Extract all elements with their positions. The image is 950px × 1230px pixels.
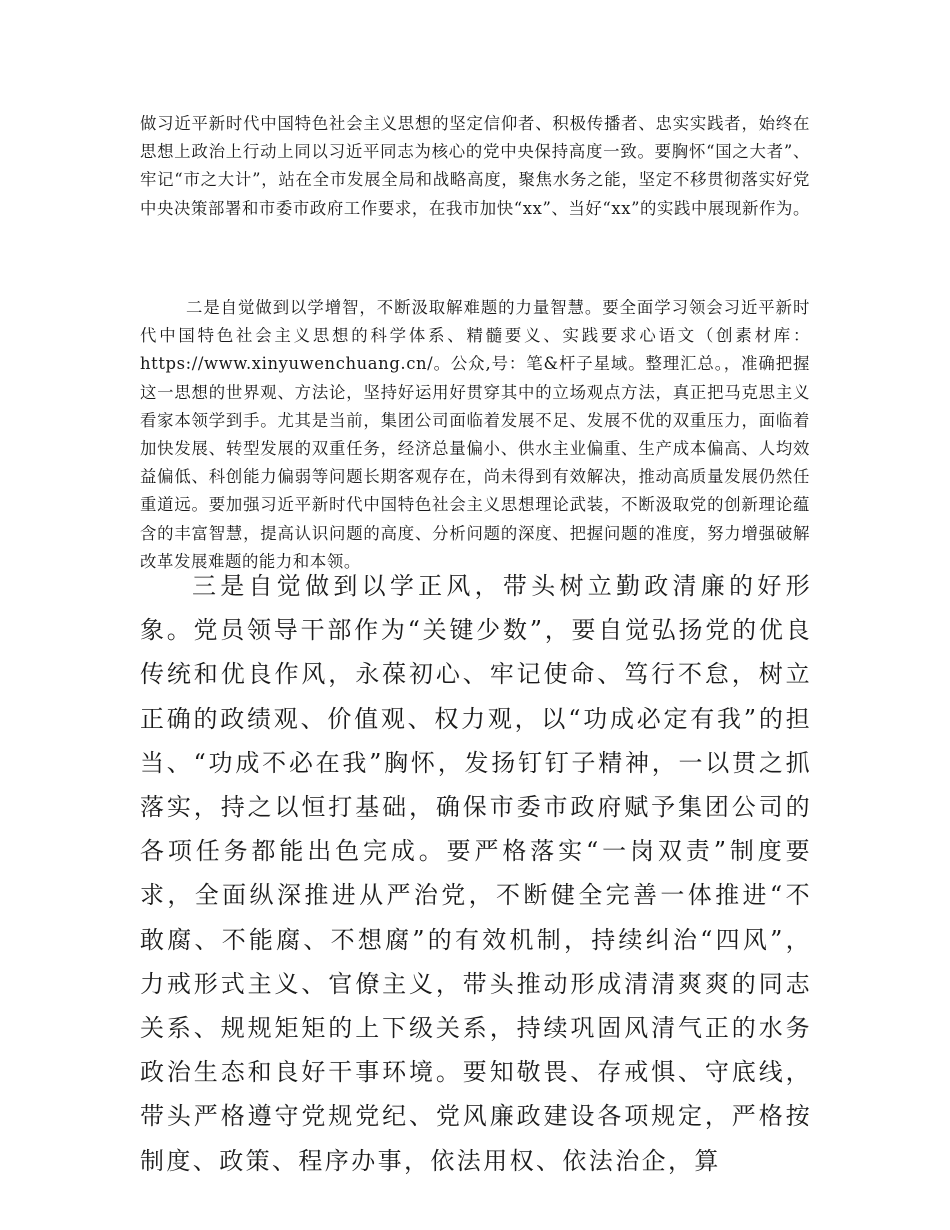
paragraph-learning-wisdom: 二是自觉做到以学增智，不断汲取解难题的力量智慧。要全面学习领会习近平新时代中国特色社会主义思想的科学体系、精髓要义、实践要求心语文（创素材库：https://www.xinyuwenchuang.cn/。公众,号：笔&杆子星域。整理汇总。，准确把握这一思想的世界观、方法论，坚持好运用好贯穿其中的立场观点方法，真正把马克思主义看家本领学到手。尤其是当前，集团公司面临着发展不足、发展不优的双重压力，面临着加快发展、转型发展的双重任务，经济总量偏小、供水主业偏重、生产成本偏高、人均效益偏低、科创能力偏弱等问题长期客观存在，尚未得到有效解决，推动高质量发展仍然任重道远。要加强习近平新时代中国特色社会主义思想理论武装，不断汲取党的创新理论蕴含的丰富智慧，提高认识问题的高度、分析问题的深度、把握问题的准度，努力增强破解改革发展难题的能力和本领。 — [140, 298, 810, 571]
paragraph-learning-conduct: 三是自觉做到以学正风，带头树立勤政清廉的好形象。党员领导干部作为“关键少数”，要自觉弘扬党的优良传统和优良作风，永葆初心、牢记使命、笃行不怠，树立正确的政绩观、价值观、权力观，以“功成必定有我”的担当、“功成不必在我”胸怀，发扬钉钉子精神，一以贯之抓落实，持之以恒打基础，确保市委市政府赋予集团公司的各项任务都能出色完成。要严格落实“一岗双责”制度要求，全面纵深推进从严治党，不断健全完善一体推进“不敢腐、不能腐、不想腐”的有效机制，持续纠治“四风”，力戒形式主义、官僚主义，带头推动形成清清爽爽的同志关系、规规矩矩的上下级关系，持续巩固风清气正的水务政治生态和良好干事环境。要知敬畏、存戒惧、守底线，带头严格遵守党规党纪、党风廉政建设各项规定，严格按制度、政策、程序办事，依法用权、依法治企，算 — [140, 572, 812, 1175]
paragraph-continuation: 做习近平新时代中国特色社会主义思想的坚定信仰者、积极传播者、忠实实践者，始终在思想上政治上行动上同以习近平同志为核心的党中央保持高度一致。要胸怀“国之大者”、牢记“市之大计”，站在全市发展全局和战略高度，聚焦水务之能，坚定不移贯彻落实好党中央决策部署和市委市政府工作要求，在我市加快“xx”、当好“xx”的实践中展现新作为。 — [140, 114, 810, 218]
